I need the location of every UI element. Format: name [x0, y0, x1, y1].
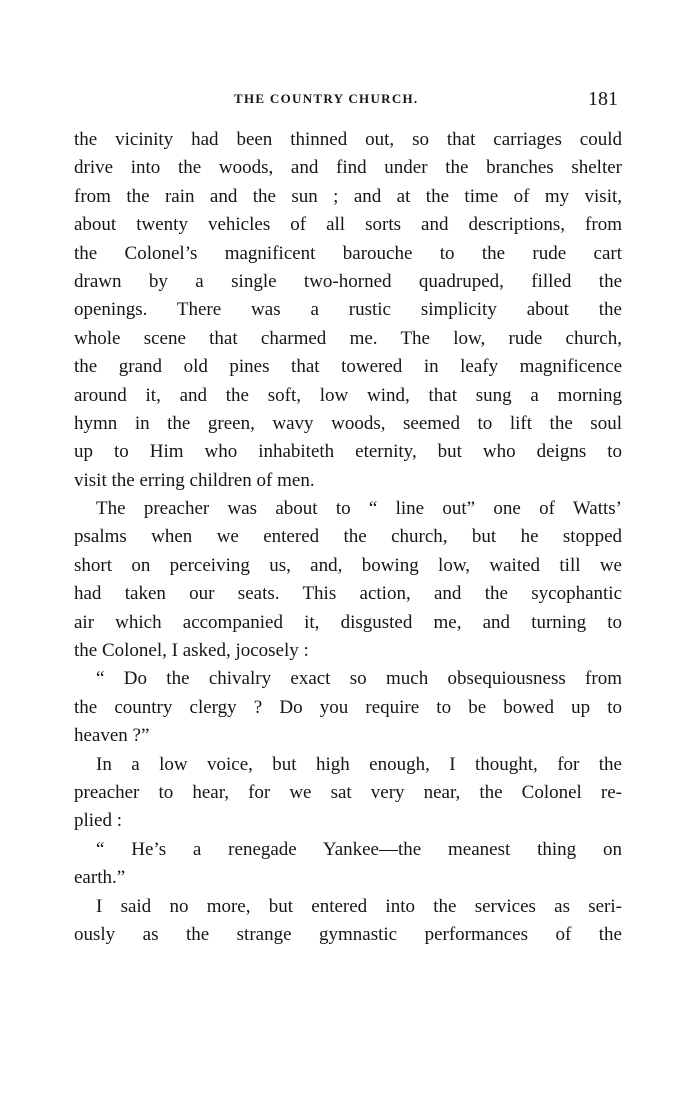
text-line: short on perceiving us, and, bowing low, waited till we	[74, 554, 622, 576]
paragraph-first-line: I said no more, but entered into the services as seri-	[96, 895, 622, 917]
text-line: the Colonel, I asked, jocosely :	[74, 640, 309, 662]
text-line: visit the erring children of men.	[74, 469, 315, 491]
text-line: the country clergy ? Do you require to be bowed up to	[74, 696, 622, 718]
page-number: 181	[588, 88, 618, 110]
text-line: drawn by a single two-horned quadruped, filled the	[74, 270, 622, 292]
paragraph-first-line: “ He’s a renegade Yankee—the meanest thing on	[96, 838, 622, 860]
running-head	[74, 88, 622, 112]
text-line: around it, and the soft, low wind, that sung a morning	[74, 384, 622, 406]
running-title: THE COUNTRY CHURCH.	[234, 91, 419, 106]
text-line: air which accompanied it, disgusted me, and turning to	[74, 611, 622, 633]
text-line: up to Him who inhabiteth eternity, but who deigns to	[74, 441, 622, 463]
body-text	[74, 126, 622, 949]
paragraph-first-line: In a low voice, but high enough, I thought, for the	[96, 753, 622, 775]
text-line: the grand old pines that towered in leafy magnificence	[74, 356, 622, 378]
text-line: earth.”	[74, 867, 126, 889]
paragraph-first-line: The preacher was about to “ line out” one of Watts’	[96, 498, 622, 520]
text-line: psalms when we entered the church, but he stopped	[74, 526, 622, 548]
text-line: from the rain and the sun ; and at the time of my visit,	[74, 185, 622, 207]
text-line: plied :	[74, 810, 123, 832]
text-line: about twenty vehicles of all sorts and descriptions, from	[74, 214, 622, 236]
text-line: the vicinity had been thinned out, so that carriages could	[74, 129, 622, 150]
text-line: drive into the woods, and find under the branches shelter	[74, 157, 622, 179]
text-line: had taken our seats. This action, and the sycophantic	[74, 583, 622, 605]
text-line: openings. There was a rustic simplicity about the	[74, 299, 622, 321]
text-line: whole scene that charmed me. The low, rude church,	[74, 327, 622, 349]
text-line: preacher to hear, for we sat very near, the Colonel re-	[74, 781, 622, 803]
paragraph-first-line: “ Do the chivalry exact so much obsequiousness from	[96, 668, 622, 690]
text-line: the Colonel’s magnificent barouche to the rude cart	[74, 242, 622, 264]
text-line: heaven ?”	[74, 725, 150, 747]
text-line: hymn in the green, wavy woods, seemed to lift the soul	[74, 412, 622, 434]
text-line: ously as the strange gymnastic performances of the	[74, 923, 622, 945]
